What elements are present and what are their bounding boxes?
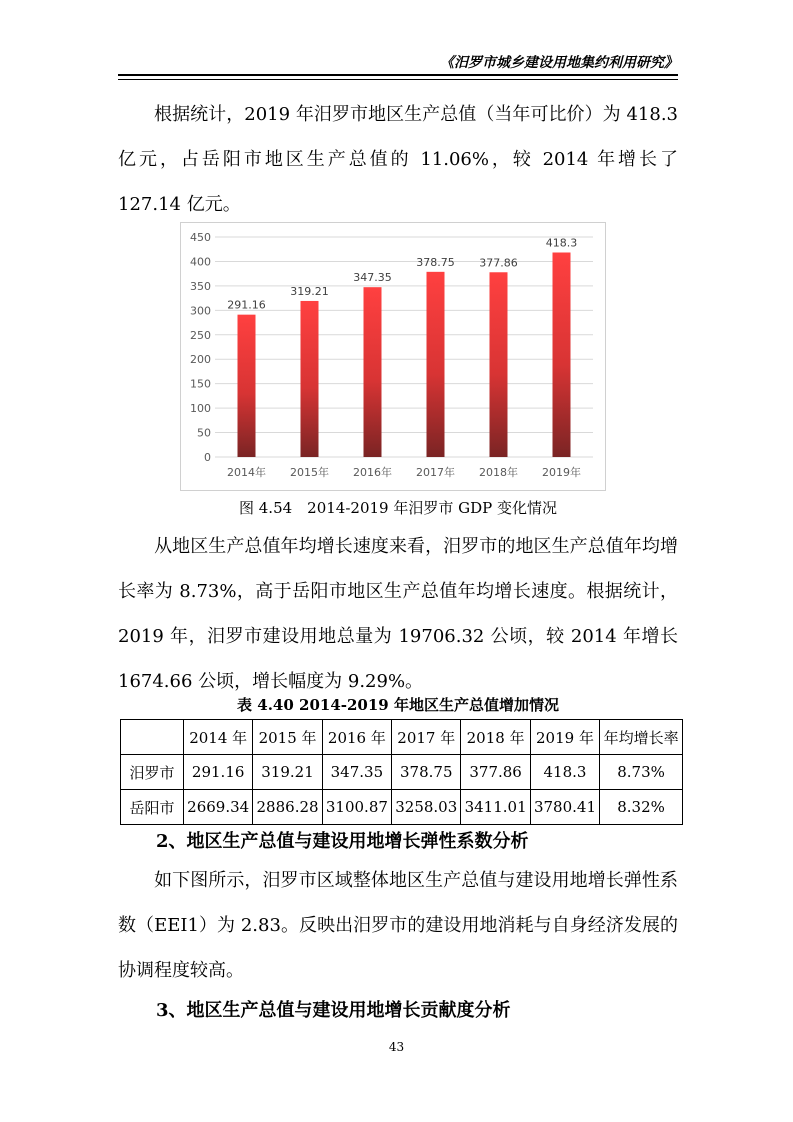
table-cell: 8.32% bbox=[600, 790, 683, 825]
bar bbox=[364, 287, 382, 457]
x-tick-label: 2019年 bbox=[542, 466, 581, 479]
table-cell: 291.16 bbox=[184, 755, 253, 790]
page-number: 43 bbox=[388, 1040, 405, 1054]
y-tick-label: 350 bbox=[190, 279, 211, 293]
y-tick-label: 50 bbox=[197, 426, 211, 440]
table-cell: 2886.28 bbox=[253, 790, 322, 825]
header-rule-thick bbox=[118, 74, 678, 76]
table-cell: 378.75 bbox=[392, 755, 461, 790]
bar bbox=[490, 272, 508, 457]
paragraph-elasticity bbox=[118, 858, 678, 993]
gdp-table bbox=[120, 719, 683, 825]
data-label: 291.16 bbox=[227, 298, 266, 312]
chart-canvas bbox=[181, 223, 605, 490]
table-cell: 3411.01 bbox=[461, 790, 530, 825]
table-cell: 418.3 bbox=[530, 755, 599, 790]
data-label: 377.86 bbox=[479, 256, 518, 270]
x-tick-label: 2018年 bbox=[479, 466, 518, 479]
table-header-cell: 2016 年 bbox=[322, 720, 391, 755]
y-tick-label: 450 bbox=[190, 231, 211, 244]
table-cell: 347.35 bbox=[322, 755, 391, 790]
x-tick-label: 2014年 bbox=[227, 466, 266, 479]
table-cell: 8.73% bbox=[600, 755, 683, 790]
figure-caption: 图 4.54 2014-2019 年汨罗市 GDP 变化情况 bbox=[239, 499, 557, 517]
paragraph-text: 根据统计，2019 年汨罗市地区生产总值（当年可比价）为 418.3 亿元，占岳阳市地区生产总值的 11.06%，较 2014 年增长了 127.14 亿元。 bbox=[118, 104, 678, 215]
data-label: 418.3 bbox=[545, 236, 578, 250]
table-cell: 汨罗市 bbox=[121, 755, 184, 790]
y-tick-label: 150 bbox=[190, 377, 211, 391]
section-heading-elasticity: 2、地区生产总值与建设用地增长弹性系数分析 bbox=[156, 831, 529, 852]
table-row bbox=[121, 755, 683, 790]
x-tick-label: 2017年 bbox=[416, 466, 455, 479]
table-header-cell: 2019 年 bbox=[530, 720, 599, 755]
y-tick-label: 100 bbox=[190, 402, 211, 416]
y-tick-label: 250 bbox=[190, 328, 211, 342]
bar bbox=[427, 272, 445, 457]
table-header-cell: 年均增长率 bbox=[600, 720, 683, 755]
table-cell: 2669.34 bbox=[184, 790, 253, 825]
table-header-cell: 2014 年 bbox=[184, 720, 253, 755]
table-header-cell: 2015 年 bbox=[253, 720, 322, 755]
table-row bbox=[121, 790, 683, 825]
paragraph-gdp-summary bbox=[118, 92, 678, 227]
table-cell: 319.21 bbox=[253, 755, 322, 790]
data-label: 319.21 bbox=[290, 284, 329, 298]
table-header-row bbox=[121, 720, 683, 755]
data-label: 378.75 bbox=[416, 255, 455, 269]
section-heading-contribution: 3、地区生产总值与建设用地增长贡献度分析 bbox=[156, 1000, 511, 1021]
running-header: 《汨罗市城乡建设用地集约利用研究》 bbox=[440, 55, 678, 71]
paragraph-text: 如下图所示，汨罗市区域整体地区生产总值与建设用地增长弹性系数（EEI1）为 2.83。反映出汨罗市的建设用地消耗与自身经济发展的协调程度较高。 bbox=[118, 870, 678, 981]
y-tick-label: 300 bbox=[190, 304, 211, 318]
table-cell: 3258.03 bbox=[392, 790, 461, 825]
bar bbox=[238, 315, 256, 457]
x-tick-label: 2015年 bbox=[290, 466, 329, 479]
bar bbox=[553, 252, 571, 457]
table-cell: 3780.41 bbox=[530, 790, 599, 825]
bar bbox=[301, 301, 319, 457]
table-header-cell: 2017 年 bbox=[392, 720, 461, 755]
header-rule-thin bbox=[118, 79, 678, 80]
paragraph-text: 从地区生产总值年均增长速度来看，汨罗市的地区生产总值年均增长率为 8.73%，高于岳阳市地区生产总值年均增长速度。根据统计，2019 年，汨罗市建设用地总量为 19706.32 公顷，较 2014 年增长 1674.66 公顷，增长幅度为 9.29%。 bbox=[118, 536, 678, 692]
table-cell: 3100.87 bbox=[322, 790, 391, 825]
gdp-bar-chart bbox=[180, 222, 606, 491]
y-tick-label: 0 bbox=[204, 451, 211, 464]
table-header-cell bbox=[121, 720, 184, 755]
table-header-cell: 2018 年 bbox=[461, 720, 530, 755]
data-label: 347.35 bbox=[353, 271, 392, 285]
table-cell: 岳阳市 bbox=[121, 790, 184, 825]
paragraph-growth bbox=[118, 524, 678, 704]
y-tick-label: 400 bbox=[190, 255, 211, 269]
table-cell: 377.86 bbox=[461, 755, 530, 790]
y-tick-label: 200 bbox=[190, 353, 211, 367]
table-caption: 表 4.40 2014-2019 年地区生产总值增加情况 bbox=[237, 696, 559, 714]
x-tick-label: 2016年 bbox=[353, 466, 392, 479]
